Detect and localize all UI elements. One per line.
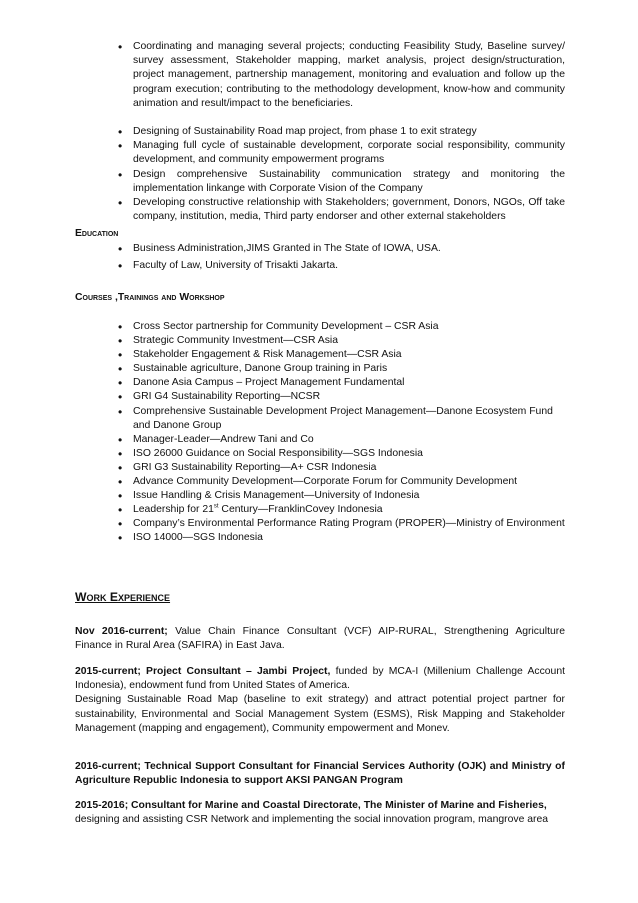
ordinal-suffix: st xyxy=(213,503,219,510)
courses-list xyxy=(133,320,565,546)
list-item: • Sustainable agriculture, Danone Group training in Paris xyxy=(133,362,565,376)
list-item: • Cross Sector partnership for Community Development – CSR Asia xyxy=(133,320,565,334)
responsibilities-list-a xyxy=(133,40,565,111)
work-entry-4-title: 2015-2016; Consultant for Marine and Coastal Directorate, The Minister of Marine and Fisheries, xyxy=(75,800,547,811)
list-item: • Issue Handling & Crisis Management—University of Indonesia xyxy=(133,489,565,503)
list-item-leadership xyxy=(133,503,565,517)
work-entry-2-title: 2015-current; Project Consultant – Jambi Project, xyxy=(75,666,331,677)
work-entry-1-title: Nov 2016-current; xyxy=(75,626,168,637)
work-experience-heading: Work Experience xyxy=(75,590,171,604)
work-entry-4 xyxy=(75,799,565,827)
work-entry-1-text: Value Chain Finance Consultant (VCF) AIP-RURAL, Strengthening Agriculture Finance in Rural Area (SAFIRA) in East Java. xyxy=(75,626,565,652)
list-item: • GRI G3 Sustainability Reporting—A+ CSR Indonesia xyxy=(133,461,565,475)
education-list xyxy=(133,242,565,273)
list-item: • GRI G4 Sustainability Reporting—NCSR xyxy=(133,390,565,404)
education-heading: Education xyxy=(75,228,119,239)
list-item: • Advance Community Development—Corporate Forum for Community Development xyxy=(133,475,565,489)
list-item: • Developing constructive relationship with Stakeholders; government, Donors, NGOs, Off take company, institution, media, Third party endorser and other external stakeholders xyxy=(133,196,565,224)
courses-heading: Courses ,Trainings and Workshop xyxy=(75,292,225,303)
list-item: • Strategic Community Investment—CSR Asia xyxy=(133,334,565,348)
leadership-text-end: Century—FranklinCovey Indonesia xyxy=(218,504,383,516)
list-item: • Comprehensive Sustainable Development Project Management—Danone Ecosystem Fund and Danone Group xyxy=(133,405,565,433)
list-item: • Danone Asia Campus – Project Management Fundamental xyxy=(133,376,565,390)
work-entry-2 xyxy=(75,665,565,736)
work-entry-1 xyxy=(75,625,565,653)
list-item: • Company’s Environmental Performance Rating Program (PROPER)—Ministry of Environment xyxy=(133,517,565,531)
list-item: • Business Administration,JIMS Granted in The State of IOWA, USA. xyxy=(133,242,565,256)
work-entry-2-text: funded by MCA-I (Millenium Challenge Account Indonesia), endowment fund from United States of America. xyxy=(75,666,565,692)
list-item: • Stakeholder Engagement & Risk Management—CSR Asia xyxy=(133,348,565,362)
list-item: • ISO 14000—SGS Indonesia xyxy=(133,531,565,545)
list-item: • Managing full cycle of sustainable development, corporate social responsibility, community development, and community empowerment programs xyxy=(133,139,565,167)
work-entry-4-text: designing and assisting CSR Network and implementing the social innovation program, mangrove area xyxy=(75,814,549,826)
list-item: • Designing of Sustainability Road map project, from phase 1 to exit strategy xyxy=(133,125,565,139)
list-item: • Design comprehensive Sustainability communication strategy and monitoring the implementation linkange with Corporate Vision of the Company xyxy=(133,168,565,196)
work-entry-3 xyxy=(75,760,565,788)
list-item: • Faculty of Law, University of Trisakti Jakarta. xyxy=(133,259,565,273)
work-entry-3-title: 2016-current; Technical Support Consultant for Financial Services Authority (OJK) and Ministry of Agriculture Republic Indonesia to support AKSI PANGAN Program xyxy=(75,761,565,787)
list-item: • Manager-Leader—Andrew Tani and Co xyxy=(133,433,565,447)
leadership-text: Leadership for 21 xyxy=(133,504,214,516)
list-item: • Coordinating and managing several projects; conducting Feasibility Study, Baseline survey/ survey assessment, Stakeholder mapping, market analysis, project design/structuration, project management, partnership management, monitoring and evaluation and follow up the program execution; contributing to the methodology development, know-how and community animation and result/impact to the beneficiaries. xyxy=(133,40,565,111)
work-entry-2-details: Designing Sustainable Road Map (baseline to exit strategy) and attract potential project partner for sustainability, Environmental and Social Management System (ESMS), Risk Mapping and Stakeholder Management (mapping and engagement), Community empowerment and Monev. xyxy=(75,694,565,734)
list-item: • ISO 26000 Guidance on Social Responsibility—SGS Indonesia xyxy=(133,447,565,461)
responsibilities-list-b xyxy=(133,125,565,224)
